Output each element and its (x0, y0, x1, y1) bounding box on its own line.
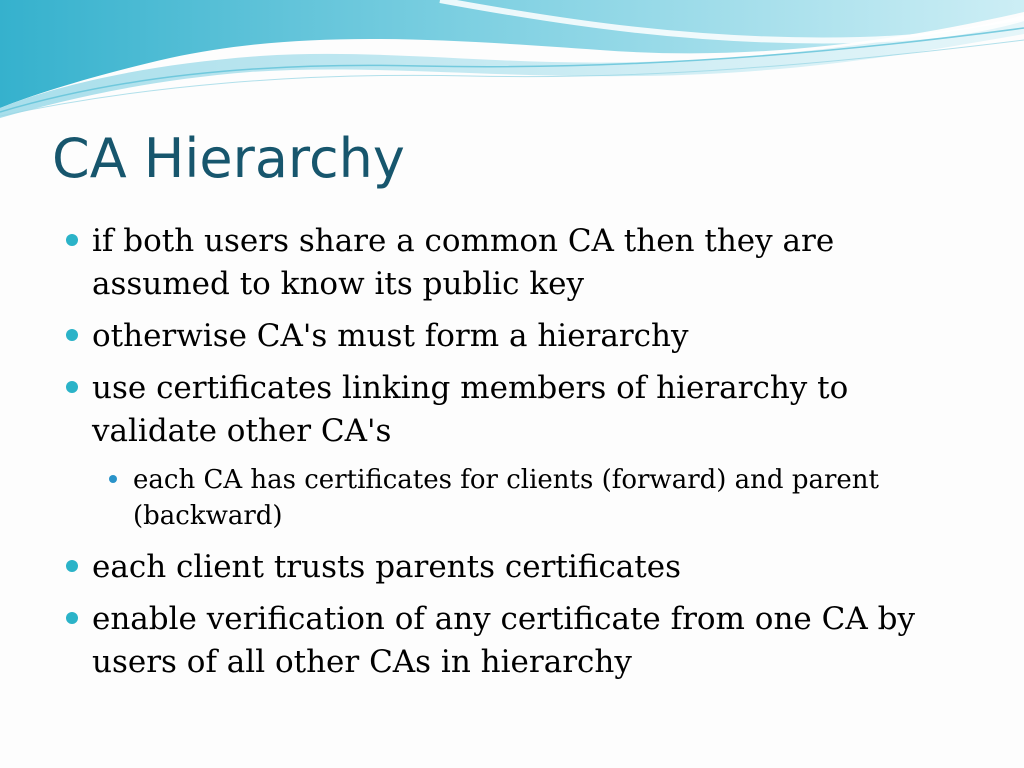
header-wave-decoration (0, 0, 1024, 130)
bullet-item: if both users share a common CA then they are assumed to know its public key (62, 220, 962, 306)
sub-bullet-item: each CA has certificates for clients (forward) and parent (backward) (62, 462, 962, 534)
bullet-item: otherwise CA's must form a hierarchy (62, 315, 962, 358)
bullet-list (62, 220, 962, 693)
bullet-item: use certificates linking members of hierarchy to validate other CA's (62, 367, 962, 453)
bullet-item: each client trusts parents certificates (62, 546, 962, 589)
slide-title: CA Hierarchy (52, 127, 405, 190)
bullet-item: enable verification of any certificate from one CA by users of all other CAs in hierarchy (62, 598, 962, 684)
